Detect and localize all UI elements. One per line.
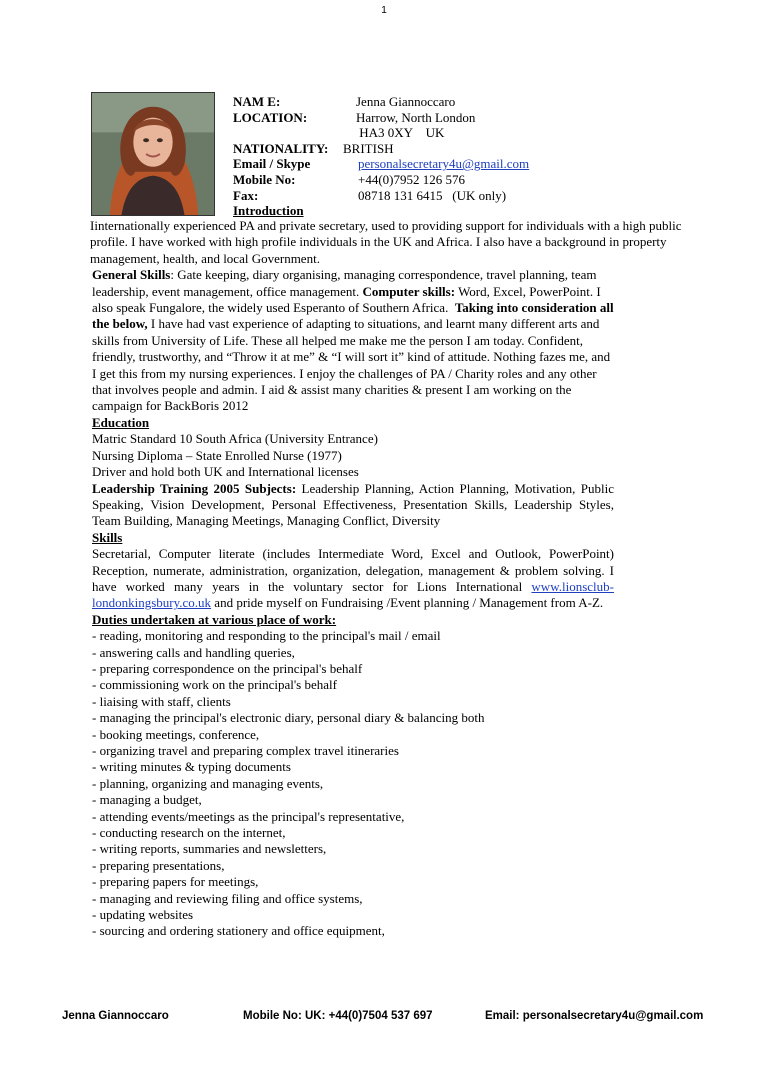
name-value: Jenna Giannoccaro	[356, 94, 456, 109]
consideration-text: I have had vast experience of adapting to situations, and learnt many different arts and skills from University of Life. These all helped me make me the person I am today. Confident, friendly, trustworthy, and “Throw it at me” & “I will sort it” kind of attitude. Nothing fazes me, and I get this from my nursing experiences. I enjoy the challenges of PA / Charity roles and any other that involves people and admin. I aid & assist many charities & present I am working on the campaign for BackBoris 2012	[92, 316, 611, 414]
duty-item: - updating websites	[92, 907, 194, 923]
computer-skills-text: Word, Excel, PowerPoint. I also speak Fungalore, the widely used Esperanto of Southern Africa.	[92, 283, 604, 316]
nationality-label: NATIONALITY:	[233, 140, 329, 156]
lions-club-link[interactable]: www.lionsclub-londonkingsbury.co.uk	[92, 578, 614, 611]
duty-item: - writing reports, summaries and newsletters,	[92, 841, 327, 857]
duty-item: - conducting research on the internet,	[92, 825, 286, 841]
duty-item: - planning, organizing and managing events,	[92, 775, 324, 791]
duty-item: - preparing papers for meetings,	[92, 874, 259, 890]
skills-paragraph	[92, 546, 614, 612]
duty-item: - booking meetings, conference,	[92, 726, 260, 742]
computer-skills-label: Computer skills:	[362, 283, 456, 299]
fax-label: Fax:	[233, 187, 259, 203]
name-label: NAM E:	[233, 94, 281, 109]
location-label: LOCATION:	[233, 109, 308, 125]
introduction-text	[90, 218, 690, 267]
nationality-row	[233, 141, 529, 157]
profile-photo	[91, 92, 215, 216]
postcode-label	[233, 125, 356, 141]
footer-mobile: Mobile No: UK: +44(0)7504 537 697	[243, 1010, 433, 1022]
duty-item: - answering calls and handling queries,	[92, 644, 295, 660]
duty-item: - managing the principal's electronic diary, personal diary & balancing both	[92, 710, 485, 726]
duty-item: - reading, monitoring and responding to the principal's mail / email	[92, 628, 441, 644]
postcode-row	[233, 125, 529, 141]
education-item: Nursing Diploma – State Enrolled Nurse (1977)	[92, 447, 342, 463]
skills-text-before: Secretarial, Computer literate (includes Intermediate Word, Excel and Outlook, PowerPoint) Reception, numerate, administration, organization, delegation, management & problem solving. I have worked many years in the voluntary sector for Lions International	[92, 546, 614, 594]
leadership-label: Leadership Training 2005 Subjects:	[92, 480, 297, 496]
location-row	[233, 110, 529, 126]
email-row	[233, 156, 529, 172]
duty-item: - preparing correspondence on the principal's behalf	[92, 660, 363, 676]
name-row	[233, 94, 529, 110]
education-item: Driver and hold both UK and International licenses	[92, 464, 359, 480]
education-heading: Education	[92, 414, 150, 430]
contact-header	[233, 94, 529, 203]
postcode-value: HA3 0XY UK	[356, 125, 445, 141]
duty-item: - liaising with staff, clients	[92, 693, 231, 709]
education-list	[92, 431, 614, 480]
duties-heading: Duties undertaken at various place of work:	[92, 611, 337, 627]
general-skills-paragraph	[92, 267, 614, 415]
education-item: Matric Standard 10 South Africa (University Entrance)	[92, 431, 378, 447]
consideration-label: Taking into consideration all the below,	[92, 300, 614, 332]
skills-heading: Skills	[92, 529, 123, 545]
mobile-value: +44(0)7952 126 576	[358, 171, 465, 187]
duty-item: - attending events/meetings as the principal's representative,	[92, 808, 405, 824]
skills-text-after: and pride myself on Fundraising /Event planning / Management from A-Z.	[211, 595, 604, 611]
duty-item: - commissioning work on the principal's behalf	[92, 677, 337, 693]
nationality-value: BRITISH	[343, 140, 394, 156]
intro-paragraph: Iinternationally experienced PA and private secretary, used to providing support for individuals with a high public profile. I have worked with high profile individuals in the UK and Africa. I also have a background in property management, health, and local Government.	[90, 218, 682, 266]
leadership-text: Leadership Planning, Action Planning, Motivation, Public Speaking, Vision Development, Personal Effectiveness, Presentation Skills, Leadership Styles, Team Building, Managing Meetings, Managing Conflict, Diversity	[92, 480, 614, 529]
footer-email: Email: personalsecretary4u@gmail.com	[485, 1010, 704, 1022]
duty-item: - managing and reviewing filing and office systems,	[92, 890, 363, 906]
leadership-paragraph	[92, 481, 614, 530]
duty-item: - sourcing and ordering stationery and office equipment,	[92, 923, 385, 939]
email-label: Email / Skype	[233, 156, 311, 172]
general-skills-label: General Skills	[92, 267, 171, 283]
duty-item: - preparing presentations,	[92, 857, 225, 873]
duty-item: - writing minutes & typing documents	[92, 759, 291, 775]
location-value: Harrow, North London	[356, 109, 476, 125]
mobile-row	[233, 172, 529, 188]
cv-body	[90, 218, 682, 940]
mobile-label: Mobile No:	[233, 171, 296, 187]
general-skills-text: : Gate keeping, diary organising, managing correspondence, travel planning, team leadership, event management, office management.	[92, 267, 597, 299]
duties-list	[92, 628, 614, 940]
page-number: 1	[381, 5, 387, 16]
footer-name: Jenna Giannoccaro	[62, 1010, 169, 1022]
duty-item: - managing a budget,	[92, 792, 202, 808]
fax-row	[233, 188, 529, 204]
fax-value: 08718 131 6415 (UK only)	[358, 187, 507, 203]
introduction-heading: Introduction	[233, 203, 304, 218]
duty-item: - organizing travel and preparing complex travel itineraries	[92, 743, 399, 758]
email-link[interactable]: personalsecretary4u@gmail.com	[358, 156, 530, 172]
